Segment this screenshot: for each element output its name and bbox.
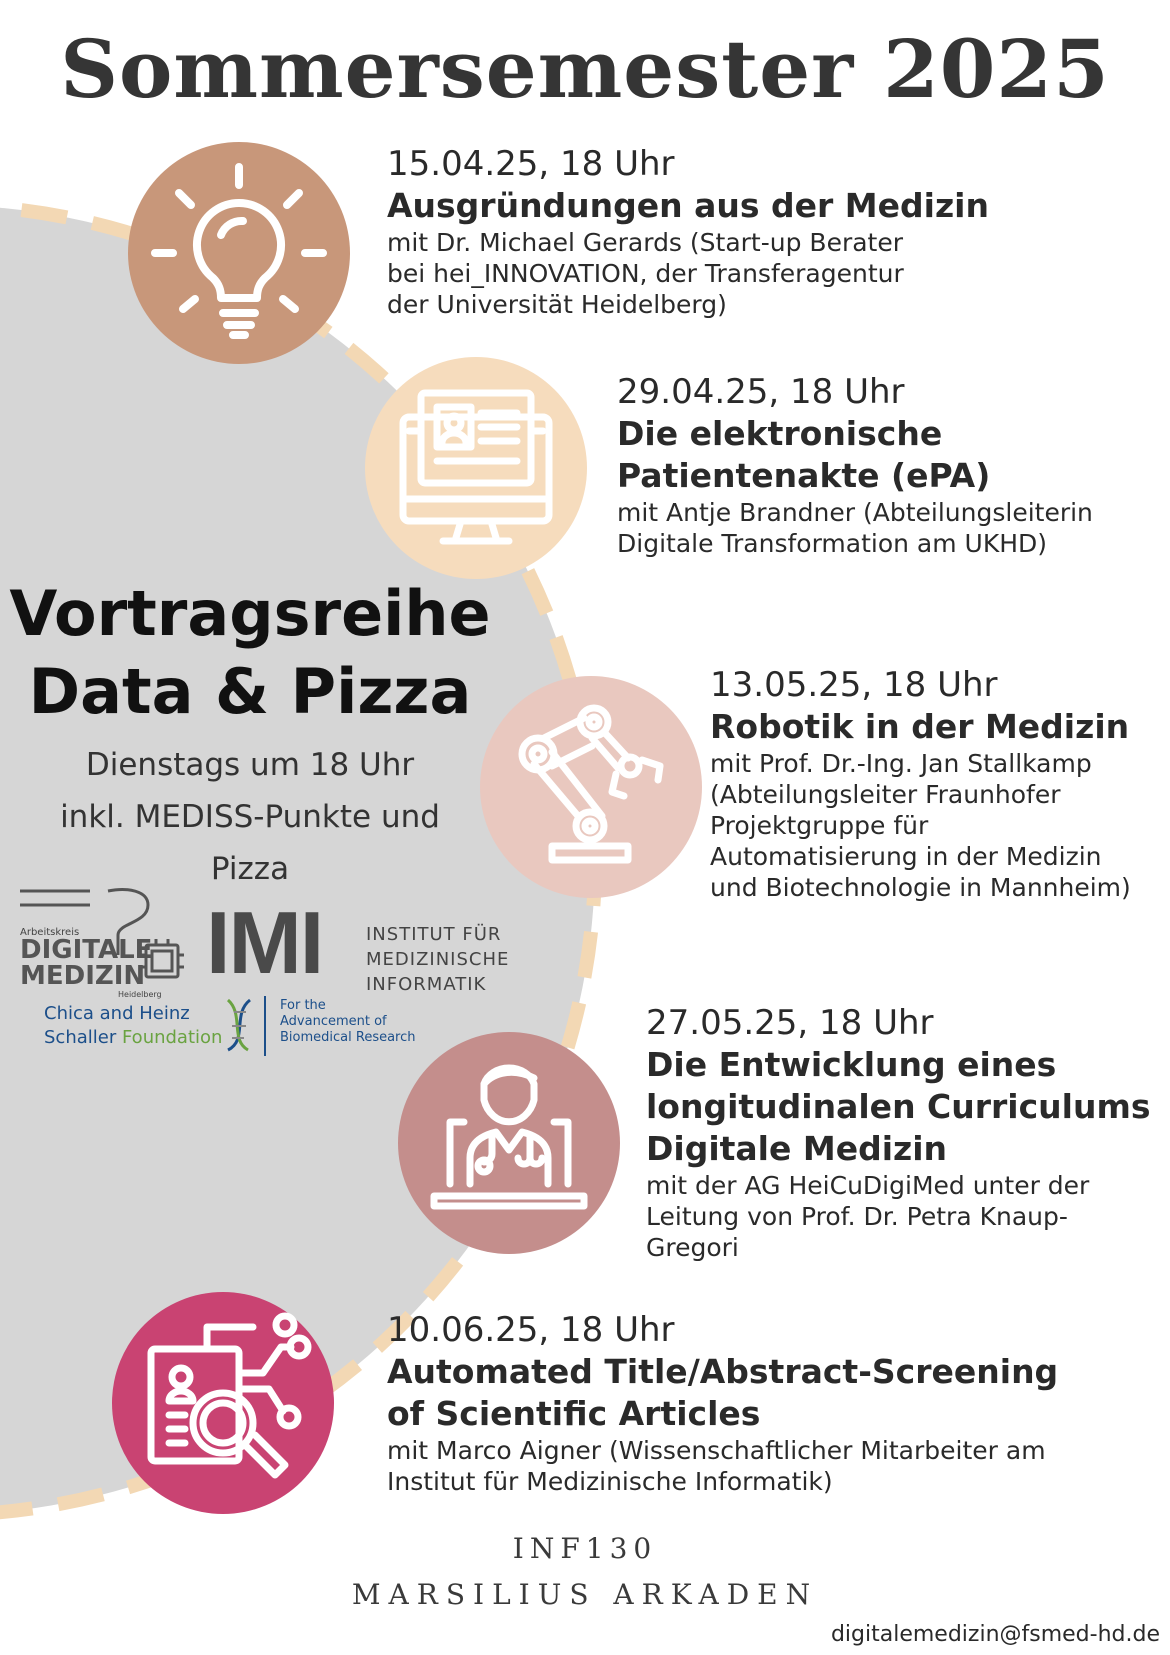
schaller-foundation-name-line <box>44 1026 222 1050</box>
event-5 <box>387 1309 1058 1497</box>
schaller-foundation-name-part: Foundation <box>121 1027 223 1048</box>
dna-icon <box>222 996 256 1056</box>
series-schedule <box>0 739 500 895</box>
schaller-foundation-divider <box>264 996 266 1056</box>
series-heading: Data & Pizza <box>28 655 472 728</box>
imi-logo-text-line: INFORMATIK <box>366 974 487 995</box>
schaller-foundation-name <box>44 1002 222 1050</box>
venue-line1: INF130 <box>512 1532 658 1565</box>
event-1-speaker-line: mit Dr. Michael Gerards (Start-up Berater <box>387 228 904 257</box>
imi-logo-letters: IMI <box>206 893 323 992</box>
event-4 <box>646 1002 1151 1263</box>
event-5-title: of Scientific Articles <box>387 1394 761 1433</box>
event-3-speaker-line: (Abteilungsleiter Fraunhofer <box>710 780 1061 809</box>
event-3-speaker-line: und Biotechnologie in Mannheim) <box>710 873 1131 902</box>
digitale-medizin-logo-line2: MEDIZIN <box>20 961 146 991</box>
series-schedule-line: inkl. MEDISS-Punkte und <box>60 799 440 835</box>
imi-logo-text <box>366 922 510 995</box>
monitor-record-icon <box>381 373 571 563</box>
digitale-medizin-logo-line1: DIGITALE <box>20 935 153 965</box>
event-1-speaker-line: der Universität Heidelberg) <box>387 290 727 319</box>
robot-arm-icon <box>496 692 686 882</box>
event-1-title: Ausgründungen aus der Medizin <box>387 186 989 225</box>
event-2-date: 29.04.25, 18 Uhr <box>617 372 905 412</box>
event-4-speaker-line: Gregori <box>646 1233 739 1262</box>
event-5-title: Automated Title/Abstract-Screening <box>387 1352 1059 1391</box>
event-2-speaker-line: Digitale Transformation am UKHD) <box>617 529 1048 558</box>
contact-email[interactable]: digitalemedizin@fsmed-hd.de <box>830 1622 1160 1647</box>
event-5-speaker-line: mit Marco Aigner (Wissenschaftlicher Mitarbeiter am <box>387 1436 1046 1465</box>
imi-logo <box>206 893 526 995</box>
event-3-speaker-line: Automatisierung in der Medizin <box>710 842 1102 871</box>
series-heading: Vortragsreihe <box>9 577 491 650</box>
event-3-icon-circle <box>480 676 702 898</box>
digitale-medizin-logo-city: Heidelberg <box>118 990 162 999</box>
imi-logo-text-line: INSTITUT FÜR <box>366 924 502 945</box>
schaller-foundation-tagline-line: Biomedical Research <box>280 1030 416 1045</box>
schaller-foundation-name-line: Chica and Heinz <box>44 1003 190 1024</box>
event-2-title: Patientenakte (ePA) <box>617 456 991 495</box>
venue-line2: MARSILIUS ARKADEN <box>351 1578 819 1611</box>
event-4-title: longitudinalen Curriculums <box>646 1087 1151 1126</box>
digitale-medizin-logo <box>18 885 218 999</box>
schaller-foundation-tagline <box>280 998 416 1046</box>
document-search-icon <box>123 1303 323 1503</box>
event-4-title: Digitale Medizin <box>646 1129 948 1168</box>
schaller-foundation-tagline-line: For the <box>280 998 326 1013</box>
event-4-speaker-line: mit der AG HeiCuDigiMed unter der <box>646 1171 1090 1200</box>
event-2-icon-circle <box>365 357 587 579</box>
lightbulb-icon <box>139 153 339 353</box>
series-info <box>0 575 500 895</box>
page-title: Sommersemester 2025 <box>60 22 1110 116</box>
event-3-speaker-line: mit Prof. Dr.-Ing. Jan Stallkamp <box>710 749 1092 778</box>
event-1 <box>387 143 989 320</box>
event-2-title: Die elektronische <box>617 414 943 453</box>
event-1-date: 15.04.25, 18 Uhr <box>387 144 675 184</box>
event-5-speaker-line: Institut für Medizinische Informatik) <box>387 1467 833 1496</box>
event-4-title: Die Entwicklung eines <box>646 1045 1057 1084</box>
schaller-foundation-tagline-line: Advancement of <box>280 1014 387 1029</box>
event-2-speaker-line: mit Antje Brandner (Abteilungsleiterin <box>617 498 1093 527</box>
series-schedule-line: Pizza <box>210 851 290 887</box>
event-5-icon-circle <box>112 1292 334 1514</box>
event-2 <box>617 371 1093 559</box>
event-3-date: 13.05.25, 18 Uhr <box>710 665 998 705</box>
event-3-title: Robotik in der Medizin <box>710 707 1130 746</box>
event-3 <box>710 664 1131 903</box>
digitale-medizin-logo-small: Arbeitskreis <box>20 927 80 938</box>
event-4-date: 27.05.25, 18 Uhr <box>646 1003 934 1043</box>
event-4-speaker-line: Leitung von Prof. Dr. Petra Knaup- <box>646 1202 1068 1231</box>
event-1-icon-circle <box>128 142 350 364</box>
event-4-icon-circle <box>398 1032 620 1254</box>
event-3-speaker-line: Projektgruppe für <box>710 811 929 840</box>
series-schedule-line: Dienstags um 18 Uhr <box>85 747 415 783</box>
event-5-date: 10.06.25, 18 Uhr <box>387 1310 675 1350</box>
schaller-foundation-name-part: Schaller <box>44 1027 122 1048</box>
imi-logo-text-line: MEDIZINISCHE <box>366 949 510 970</box>
doctor-laptop-icon <box>414 1048 604 1238</box>
schaller-foundation-logo <box>44 998 444 1062</box>
event-1-speaker-line: bei hei_INNOVATION, der Transferagentur <box>387 259 904 288</box>
